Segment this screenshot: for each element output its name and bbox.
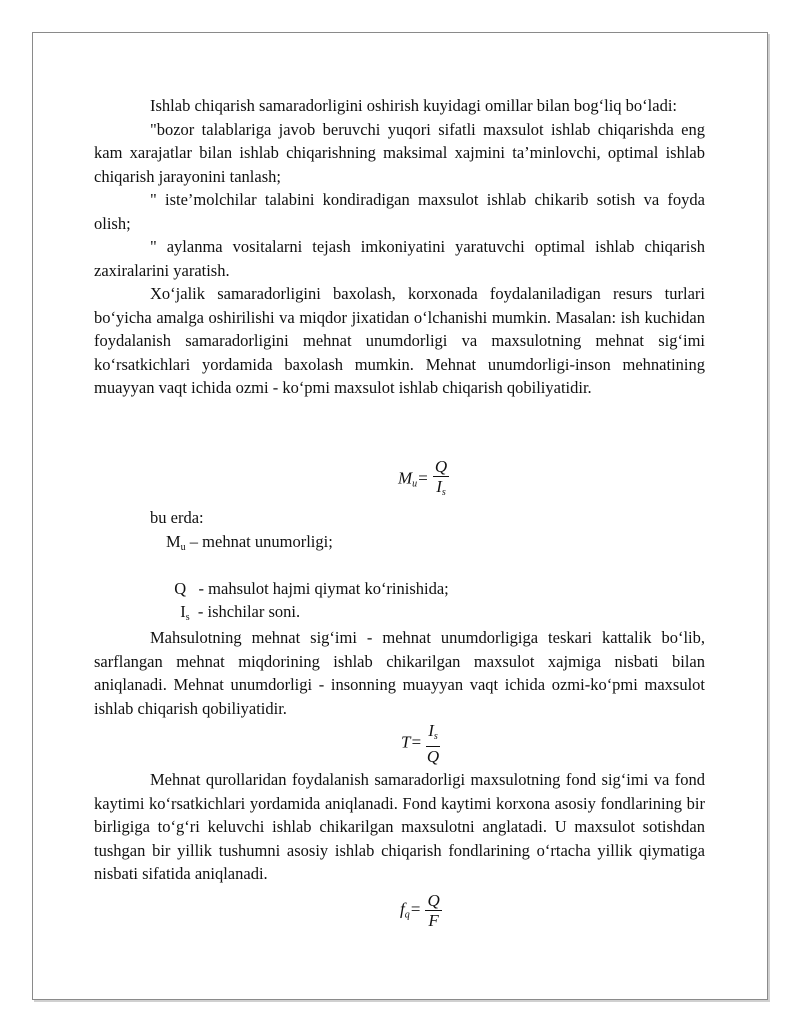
paragraph-3: " iste’molchilar talabini kondiradigan maxsulot ishlab chikarib sotish va foyda olish; [94,190,705,233]
text-block-middle [94,626,705,720]
formula2-denominator: Q [426,747,440,766]
formula2-eq: = [410,732,422,752]
formula3-lhs-sub: q [404,909,410,921]
formula3-numerator: Q [427,891,440,910]
legend-line1-symbol: M [166,532,181,551]
formula1-fraction [433,457,449,502]
paragraph-7: Mehnat qurollaridan foydalanish samaradorligi maxsulotning fond sig‘imi va fond kaytimi ko‘rsatkichlari yordamida aniqlanadi. Fond kaytimi korxona asosiy fondlarining bir birligiga to‘g‘ri keluvchi ishlab chikarilgan maxsulotni anglatadi. U maxsulot sotishdan tushgan bir yillik tushumni asosiy ishlab chiqarish fondlarining o‘rtacha yillik qiymatiga nisbati sifatida aniqlanadi. [94,770,705,883]
formula3-denominator: F [428,911,439,930]
formula1-eq: = [417,468,429,488]
paragraph-1: Ishlab chiqarish samaradorligini oshirish kuyidagi omillar bilan bog‘liq bo‘ladi: [150,96,677,115]
formula2-fraction [426,721,440,766]
paragraph-6: Mahsulotning mehnat sig‘imi - mehnat unumdorligiga teskari kattalik bo‘lib, sarflangan mehnat miqdorining ishlab chikarilgan maxsulot xajmiga nisbati bilan aniqlanadi. Mehnat unumdorligi - insonning muayyan vaqt ichida ozmi-ko‘pmi maxsulot ishlab chiqarish qobiliyatidir. [94,628,705,718]
formula1-numerator: Q [434,457,448,476]
formula1-lhs-sub: u [412,478,418,490]
formula3-lhs: f [400,899,405,919]
legend-line1-sub: u [180,542,186,553]
formula1-den-sub: s [441,487,446,498]
text-block-bottom [94,768,705,886]
formula2-numerator [426,721,440,747]
formula-labor-productivity [398,457,449,502]
legend-line-3 [172,576,300,629]
formula1-den-main: I [436,477,442,496]
paragraph-5: Xo‘jalik samaradorligini baxolash, korxonada foydalaniladigan resurs turlari bo‘yicha amalga oshirilishi va miqdor jixatidan o‘lchanishi mumkin. Masalan: ish kuchidan foydalanish samaradorligini mehnat unumdorligi va maxsulotning mehnat sig‘imi ko‘rsatkichlari yordamida baxolash mumkin. Mehnat unumdorligi-inson mehnatining muayyan vaqt ichida ozmi - ko‘pmi maxsulot ishlab chiqarish qobiliyatidir. [94,284,705,397]
formula3-fraction [425,891,441,930]
legend-line3-symbol: I [180,601,186,621]
formula-labor-intensity [401,721,440,766]
formula2-num-sub: s [433,731,438,742]
paragraph-4: " aylanma vositalarni tejash imkoniyatini yaratuvchi optimal ishlab chiqarish zaxiralarini yaratish. [94,237,705,280]
paragraph-2: "bozor talablariga javob beruvchi yuqori sifatli maxsulot ishlab chiqarishda eng kam xarajatlar bilan ishlab chiqarishning maksimal xajmini ta’minlovchi, optimal ishlab chiqarish jarayonini tanlash; [94,119,705,186]
formula1-lhs: M [398,468,413,488]
legend-line3-text: - ishchilar soni. [189,601,301,621]
formula1-denominator [433,477,449,502]
formula2-num-main: I [428,721,434,740]
legend-intro: bu erda: [150,508,204,527]
formula-fund-return [400,891,442,930]
formula3-eq: = [409,899,422,919]
text-block-top [94,94,705,400]
legend-line1-text: – mehnat unumorligi; [185,532,333,551]
legend-line3-sub: s [185,611,190,623]
legend-line2-symbol: Q [174,578,187,598]
legend-line2-text: - mahsulot hajmi qiymat ko‘rinishida; [186,578,449,598]
formula2-lhs: T [401,732,411,752]
